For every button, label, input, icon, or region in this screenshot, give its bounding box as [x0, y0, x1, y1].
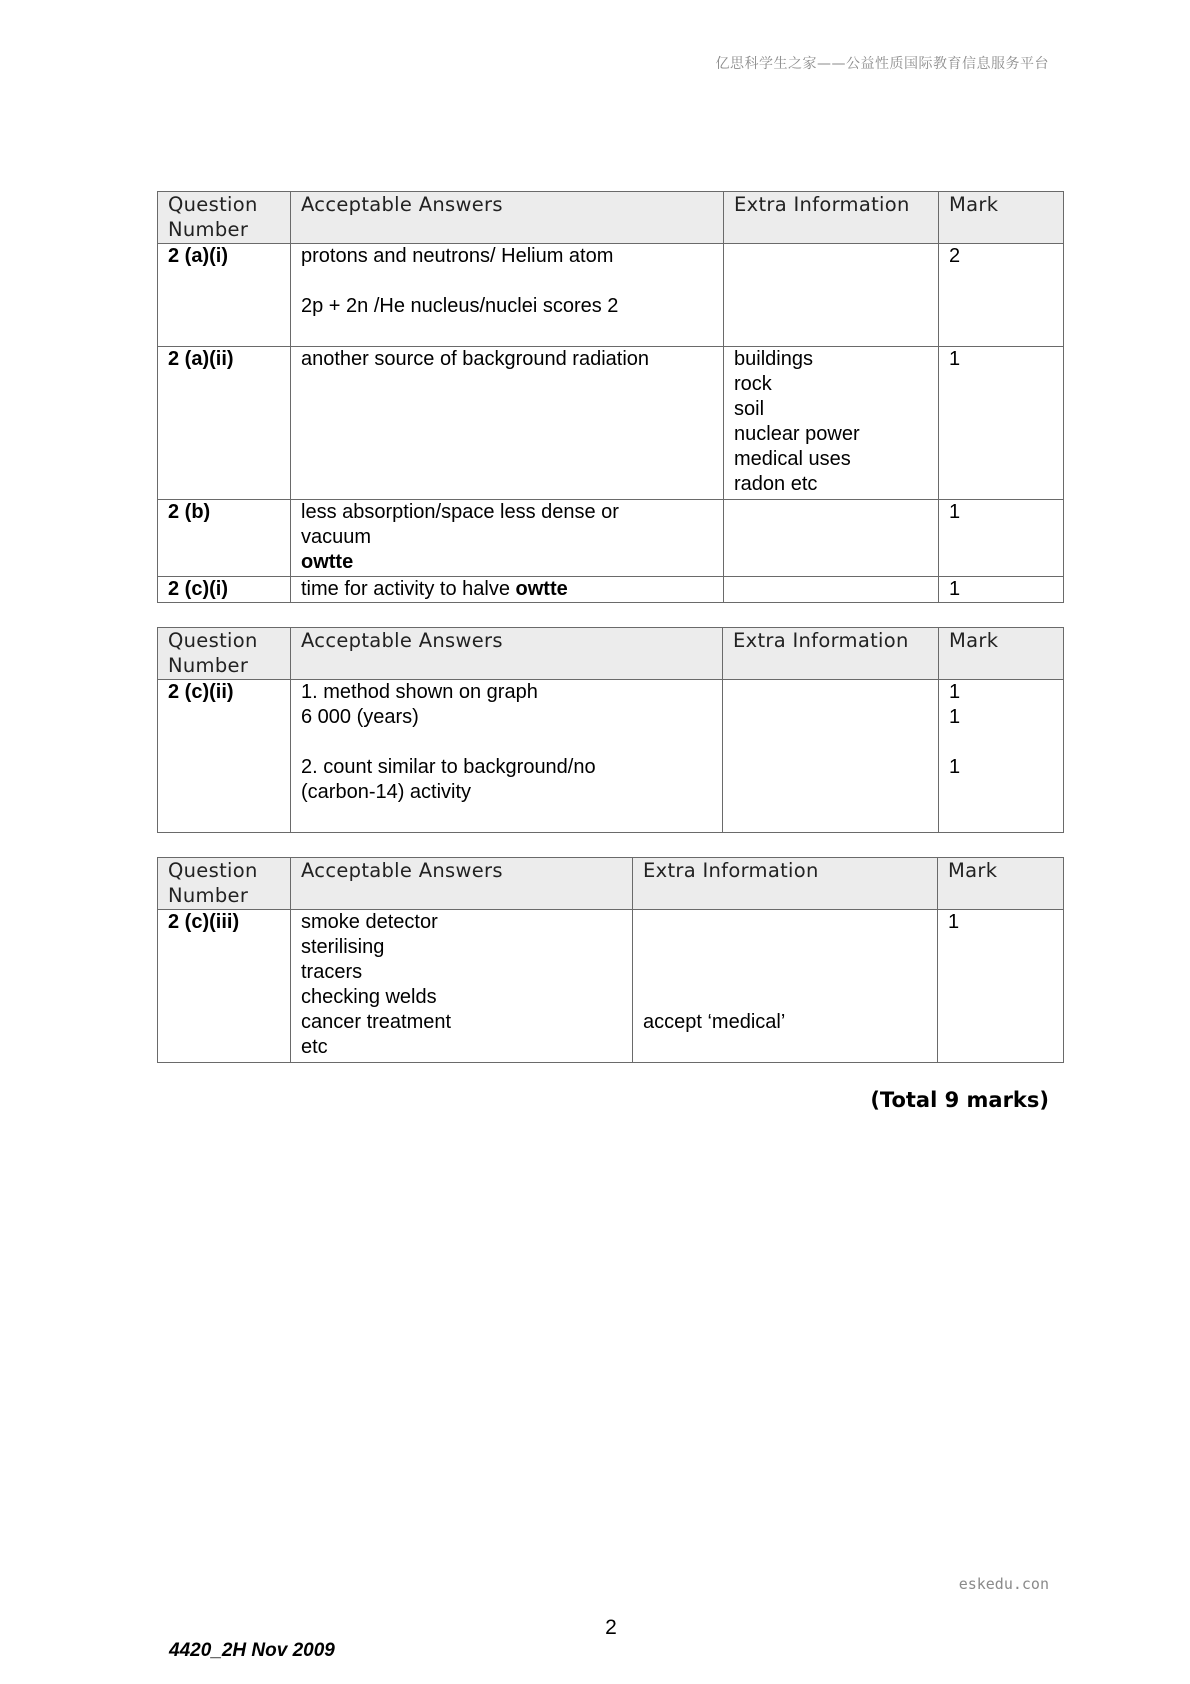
- mark-cell: 2: [939, 244, 1064, 347]
- mark-scheme-table-2: [157, 627, 1064, 833]
- extra-cell: [633, 910, 938, 1063]
- header-question-label: Question: [168, 193, 258, 216]
- extra-cell: [724, 577, 939, 603]
- extra-line: accept ‘medical’: [643, 1011, 786, 1033]
- mark-scheme-table-3: [157, 857, 1064, 1063]
- table-row: [158, 500, 1064, 577]
- mark-cell: 1: [939, 347, 1064, 500]
- extra-line: radon etc: [734, 473, 818, 495]
- mark-line: 1: [949, 756, 961, 778]
- answer-line: tracers: [301, 961, 363, 983]
- header-question-label: Question: [168, 629, 258, 652]
- site-watermark: eskedu.con: [958, 1575, 1049, 1593]
- answer-line: less absorption/space less dense or: [301, 501, 619, 523]
- answer-line: 1. method shown on graph: [301, 681, 538, 703]
- answer-line: sterilising: [301, 936, 385, 958]
- mark-cell: 1: [938, 910, 1064, 1063]
- answer-line: smoke detector: [301, 911, 438, 933]
- total-marks: (Total 9 marks): [870, 1088, 1049, 1112]
- extra-line: buildings: [734, 348, 813, 370]
- question-number: 2 (a)(i): [158, 244, 291, 347]
- header-number-label: Number: [168, 884, 249, 907]
- extra-line: rock: [734, 373, 772, 395]
- answer-line: (carbon-14) activity: [301, 781, 472, 803]
- footer-paper-code: 4420_2H Nov 2009: [169, 1640, 335, 1661]
- table-header-row: [158, 628, 1064, 680]
- header-question-label: Question: [168, 859, 258, 882]
- header-extra-information: Extra Information: [724, 192, 939, 244]
- table-header-row: [158, 192, 1064, 244]
- answer-owtte: owtte: [515, 578, 568, 600]
- answer-text: time for activity to halve: [301, 578, 516, 600]
- answer-cell: [291, 244, 724, 347]
- mark-cell: 1: [939, 577, 1064, 603]
- header-question-number: [158, 858, 291, 910]
- header-extra-information: Extra Information: [723, 628, 939, 680]
- table-row: [158, 347, 1064, 500]
- question-number: 2 (c)(iii): [158, 910, 291, 1063]
- question-number: 2 (b): [158, 500, 291, 577]
- extra-line: nuclear power: [734, 423, 860, 445]
- mark-cell: [939, 680, 1064, 833]
- header-acceptable-answers: Acceptable Answers: [291, 628, 723, 680]
- answer-cell: [291, 910, 633, 1063]
- answer-cell: [291, 347, 724, 500]
- page-number: 2: [605, 1616, 617, 1639]
- table-row: [158, 244, 1064, 347]
- extra-cell: [724, 347, 939, 500]
- extra-cell: [724, 244, 939, 347]
- extra-cell: [723, 680, 939, 833]
- answer-line: protons and neutrons/ Helium atom: [301, 245, 614, 267]
- mark-cell: 1: [939, 500, 1064, 577]
- header-acceptable-answers: Acceptable Answers: [291, 192, 724, 244]
- header-question-number: [158, 628, 291, 680]
- mark-line: 1: [949, 681, 961, 703]
- table-row: [158, 577, 1064, 603]
- header-watermark-note: 亿思科学生之家——公益性质国际教育信息服务平台: [715, 56, 1049, 72]
- extra-line: soil: [734, 398, 765, 420]
- answer-line: checking welds: [301, 986, 437, 1008]
- table-row: [158, 910, 1064, 1063]
- table-row: [158, 680, 1064, 833]
- answer-line: 6 000 (years): [301, 706, 419, 728]
- header-mark: Mark: [939, 192, 1064, 244]
- header-number-label: Number: [168, 218, 249, 241]
- table-header-row: [158, 858, 1064, 910]
- answer-line-owtte: owtte: [301, 551, 354, 573]
- answer-cell: [291, 680, 723, 833]
- answer-line: cancer treatment: [301, 1011, 452, 1033]
- header-mark: Mark: [938, 858, 1064, 910]
- question-number: 2 (c)(i): [158, 577, 291, 603]
- header-acceptable-answers: Acceptable Answers: [291, 858, 633, 910]
- answer-line: 2. count similar to background/no: [301, 756, 596, 778]
- mark-line: 1: [949, 706, 961, 728]
- header-mark: Mark: [939, 628, 1064, 680]
- question-number: 2 (c)(ii): [158, 680, 291, 833]
- header-number-label: Number: [168, 654, 249, 677]
- answer-cell: [291, 500, 724, 577]
- header-extra-information: Extra Information: [633, 858, 938, 910]
- extra-cell: [724, 500, 939, 577]
- question-number: 2 (a)(ii): [158, 347, 291, 500]
- answer-line: vacuum: [301, 526, 372, 548]
- mark-scheme-table-1: [157, 191, 1064, 603]
- extra-line: medical uses: [734, 448, 851, 470]
- answer-line: 2p + 2n /He nucleus/nuclei scores 2: [301, 295, 619, 317]
- answer-line: another source of background radiation: [301, 348, 650, 370]
- answer-line: etc: [301, 1036, 328, 1058]
- header-question-number: [158, 192, 291, 244]
- answer-cell: [291, 577, 724, 603]
